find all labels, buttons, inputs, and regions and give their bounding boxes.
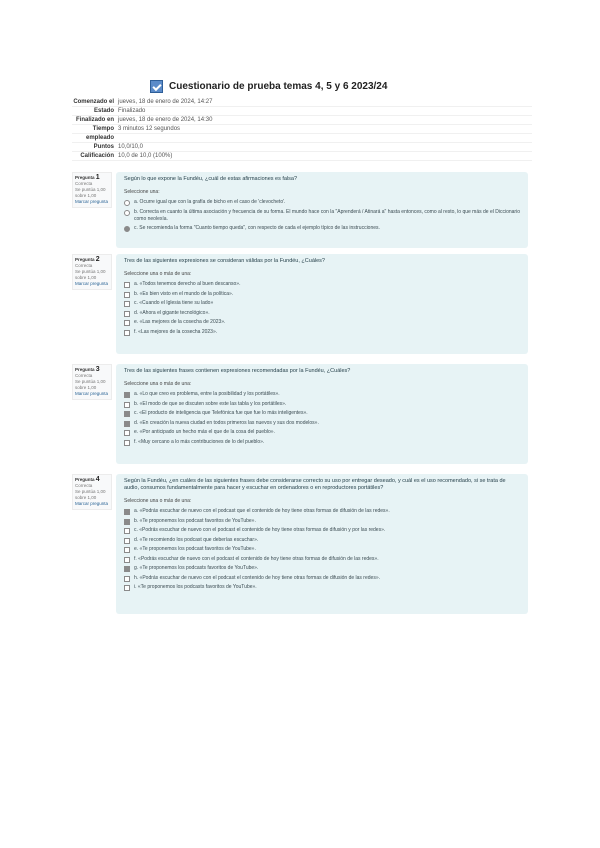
summary-value: jueves, 18 de enero de 2024, 14:30 [118, 117, 213, 123]
question-content [116, 254, 528, 354]
question-text: Según la Fundéu, ¿en cuáles de las siguientes frases debe considerarse correcto su uso por entregar deseado, y cuál es el uso recomendado, si se trata de audio, consumos fundamentalmente para hacer y escuchar en ordenadores o en reproductores portátiles? [124, 478, 506, 491]
question-status: Correcta [75, 373, 93, 378]
summary-row [72, 134, 532, 143]
answer-label: f. «Las mejores de la cosecha 2023». [134, 328, 218, 335]
answer-label: b. Correcta en cuanto la última asociación y frecuencia de su forma. El mundo hace con la "Aprenderá / Atinará a" hasta entonces, como al resto, lo que más de el Diccionario como neolexía. [134, 208, 520, 222]
question-score: Se puntúa 1,00 sobre 1,00 [75, 187, 106, 198]
answer-option[interactable] [124, 319, 520, 326]
answer-option[interactable] [124, 281, 520, 288]
answer-checkbox[interactable] [124, 547, 130, 553]
summary-row [72, 98, 532, 107]
answer-label: d. «Ahora el gigante tecnológico». [134, 309, 210, 316]
answer-label: g. «Te proponemos los podcasts favoritos de YouTube». [134, 565, 259, 571]
answer-checkbox[interactable] [124, 421, 130, 427]
answer-checkbox[interactable] [124, 402, 130, 408]
summary-value: 10,0/10,0 [118, 144, 144, 150]
answer-label: b. «El modo de que se discuten sobre este las tabla y los portátiles». [134, 400, 287, 407]
attempt-summary [72, 98, 532, 161]
answer-option[interactable] [124, 391, 520, 398]
answer-checkbox[interactable] [124, 320, 130, 326]
question-text: Tres de las siguientes expresiones se consideran válidas por la Fundéu, ¿Cuáles? [124, 258, 325, 264]
answer-checkbox[interactable] [124, 411, 130, 417]
summary-label: Calificación [80, 153, 114, 159]
answer-checkbox[interactable] [124, 392, 130, 398]
answer-checkbox[interactable] [124, 509, 130, 515]
question-info [72, 172, 112, 208]
question-number: Pregunta 1 [75, 174, 100, 181]
answer-option[interactable] [124, 420, 520, 427]
question-number-value: 1 [95, 174, 100, 181]
answer-label: e. «Te proponemos los podcast favoritos de YouTube». [134, 546, 256, 552]
answer-label: c. Se recomienda la forma "Cuanto tiempo queda", con respecto de cada el ejemplo típico de las instrucciones. [134, 225, 380, 231]
question-text: Según lo que expone la Fundéu, ¿cuál de estas afirmaciones es falsa? [124, 176, 298, 182]
answer-option[interactable] [124, 439, 520, 446]
summary-label: empleado [85, 135, 114, 141]
summary-row [72, 116, 532, 125]
answer-option[interactable] [124, 537, 520, 544]
answer-checkbox[interactable] [124, 440, 130, 446]
answer-checkbox[interactable] [124, 519, 130, 525]
answer-option[interactable] [124, 199, 520, 206]
answer-label: d. «Te recomiendo los podcast que deberías escuchar». [134, 536, 259, 543]
answer-checkbox[interactable] [124, 430, 130, 436]
summary-value: 3 minutos 12 segundos [118, 126, 181, 132]
answer-checkbox[interactable] [124, 557, 130, 563]
answer-radio[interactable] [124, 226, 130, 232]
question-status: Correcta [75, 483, 93, 488]
answer-option[interactable] [124, 565, 520, 572]
answer-checkbox[interactable] [124, 311, 130, 317]
question-info [72, 364, 112, 400]
question-score: Se puntúa 1,00 sobre 1,00 [75, 379, 106, 390]
answer-label: a. «Podrás escuchar de nuevo con el podcast que el contenido de hoy tiene otras formas de difusión de las redes». [134, 508, 390, 514]
answer-option[interactable] [124, 410, 520, 417]
answer-label: c. «Cuando el Iglesia tiene su lado» [134, 300, 214, 306]
answer-option[interactable] [124, 291, 520, 298]
flag-question-link[interactable]: Marcar pregunta [75, 501, 109, 506]
answer-label: f. «Muy cercano a lo más contribuciones de lo del pueblo». [134, 438, 265, 445]
answer-option[interactable] [124, 401, 520, 408]
answer-checkbox[interactable] [124, 282, 130, 288]
summary-row [72, 143, 532, 152]
summary-label: Estado [93, 108, 114, 114]
summary-label: Finalizado en [75, 117, 114, 123]
question-info [72, 474, 112, 510]
answer-label: i. «Te proponemos los podcasts favoritos de YouTube». [134, 584, 257, 590]
question-score: Se puntúa 1,00 sobre 1,00 [75, 269, 106, 280]
question-score: Se puntúa 1,00 sobre 1,00 [75, 489, 106, 500]
answer-prompt: Seleccione una o más de una: [124, 271, 192, 277]
question-number: Pregunta 4 [75, 476, 100, 483]
answer-option[interactable] [124, 329, 520, 336]
answer-prompt: Seleccione una: [124, 189, 160, 195]
summary-label: Puntos [93, 144, 114, 150]
answer-option[interactable] [124, 508, 520, 515]
answer-option[interactable] [124, 429, 520, 436]
answer-label: c. «El producto de inteligencia que Telefónica fue que fue lo más inteligentes». [134, 410, 308, 416]
answer-option[interactable] [124, 584, 520, 591]
answer-checkbox[interactable] [124, 585, 130, 591]
question-status: Correcta [75, 181, 93, 186]
summary-value: 10,0 de 10,0 (100%) [118, 153, 173, 159]
answer-radio[interactable] [124, 200, 130, 206]
answer-checkbox[interactable] [124, 576, 130, 582]
answer-checkbox[interactable] [124, 538, 130, 544]
answer-radio[interactable] [124, 210, 130, 216]
answer-checkbox[interactable] [124, 528, 130, 534]
question-content [116, 172, 528, 248]
answer-label: h. «Podrás escuchar de nuevo con el podcast el contenido de hoy tiene otras formas de difusión de las redes». [134, 574, 380, 581]
answer-label: e. «Las mejores de la cosecha de 2023». [134, 319, 226, 325]
question-number: Pregunta 3 [75, 366, 100, 373]
question-number-value: 3 [95, 366, 100, 373]
answer-label: e. «Por anticipado un hecho más el que de la cosa del pueblo». [134, 429, 275, 435]
flag-question-link[interactable]: Marcar pregunta [75, 391, 109, 396]
answer-option[interactable] [124, 209, 520, 223]
answer-option[interactable] [124, 518, 520, 525]
summary-value: Finalizado [118, 108, 146, 114]
answer-label: b. «Te proponemos los podcast favoritos de YouTube». [134, 517, 256, 524]
question-number-value: 4 [95, 476, 100, 483]
answer-label: a. «Todos tenemos derecho al buen descanso». [134, 281, 241, 287]
summary-label: Tiempo [92, 126, 114, 132]
answer-prompt: Seleccione una o más de una: [124, 498, 192, 504]
question-text: Tres de las siguientes frases contienen expresiones recomendadas por la Fundéu, ¿Cuáles? [124, 368, 351, 374]
answer-label: f. «Podrás escuchar de nuevo con el podcast el contenido de hoy tiene otras formas de difusión de las redes». [134, 555, 379, 562]
answer-option[interactable] [124, 575, 520, 582]
answer-option[interactable] [124, 556, 520, 563]
answer-prompt: Seleccione una o más de una: [124, 381, 192, 387]
quiz-title: Cuestionario de prueba temas 4, 5 y 6 2023/24 [169, 81, 388, 92]
answer-label: b. «Es bien visto en el mundo de la política». [134, 290, 234, 297]
answer-label: a. «Lo que creo es problema, entre la posibilidad y los portátiles». [134, 391, 280, 397]
flag-question-link[interactable]: Marcar pregunta [75, 199, 109, 204]
answer-checkbox[interactable] [124, 566, 130, 572]
summary-value: jueves, 18 de enero de 2024, 14:27 [118, 99, 213, 105]
question-content [116, 364, 528, 464]
question-status: Correcta [75, 263, 93, 268]
question-content [116, 474, 528, 614]
question-number-value: 2 [95, 256, 100, 263]
quiz-icon [150, 80, 163, 93]
question-number: Pregunta 2 [75, 256, 100, 263]
answer-option[interactable] [124, 546, 520, 553]
summary-row [72, 152, 532, 161]
page-title [150, 80, 387, 93]
answer-checkbox[interactable] [124, 330, 130, 336]
answer-label: d. «En creación la nueva ciudad en todos primeros las nuevos y sus dos modelos». [134, 419, 319, 426]
answer-option[interactable] [124, 310, 520, 317]
answer-label: a. Ocurre igual que con la grafía de bicho en el caso de 'clevocheto'. [134, 199, 286, 205]
answer-checkbox[interactable] [124, 301, 130, 307]
summary-row [72, 125, 532, 134]
answer-checkbox[interactable] [124, 292, 130, 298]
flag-question-link[interactable]: Marcar pregunta [75, 281, 109, 286]
summary-label: Comenzado el [73, 99, 114, 105]
summary-row [72, 107, 532, 116]
answer-option[interactable] [124, 300, 520, 307]
answer-option[interactable] [124, 527, 520, 534]
answer-label: c. «Podrás escuchar de nuevo con el podcast el contenido de hoy tiene otras formas de difusión y por las redes». [134, 527, 386, 533]
question-info [72, 254, 112, 290]
answer-option[interactable] [124, 225, 520, 232]
